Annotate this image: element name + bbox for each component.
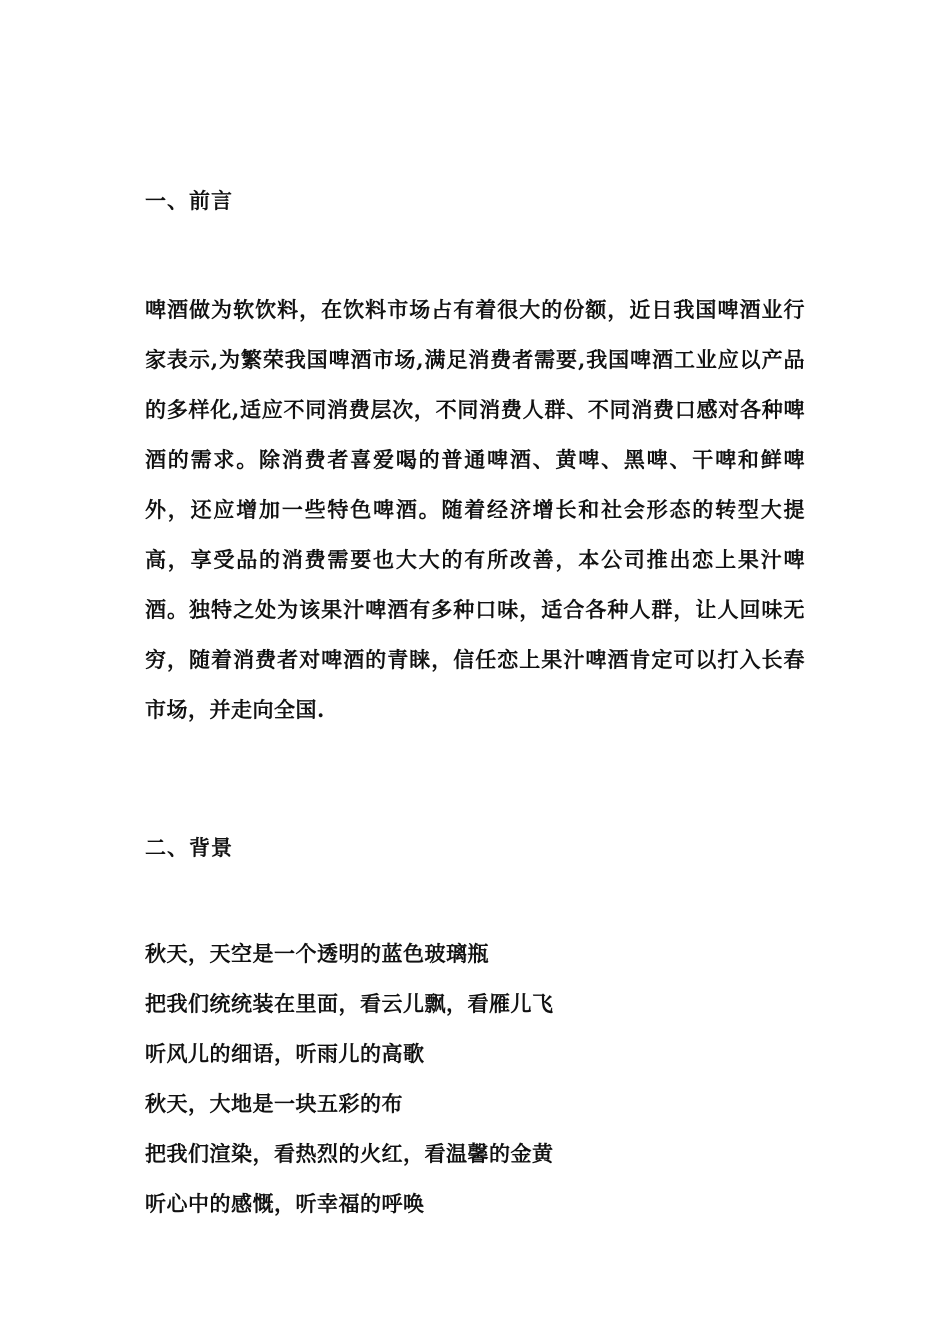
poem-line: 秋天，天空是一个透明的蓝色玻璃瓶 (145, 941, 489, 966)
poem-line: 秋天，大地是一块五彩的布 (145, 1091, 403, 1116)
background-poem (145, 929, 554, 1229)
poem-line: 听风儿的细语，听雨儿的高歌 (145, 1041, 425, 1066)
poem-line: 听心中的感慨，听幸福的呼唤 (145, 1191, 425, 1216)
section-heading-preface: 一、前言 (145, 188, 233, 213)
preface-paragraph: 啤酒做为软饮料，在饮料市场占有着很大的份额，近日我国啤酒业行家表示,为繁荣我国啤酒市场,满足消费者需要,我国啤酒工业应以产品的多样化,适应不同消费层次，不同消费人群、不同消费口感对各种啤酒的需求。除消费者喜爱喝的普通啤酒、黄啤、黑啤、干啤和鲜啤外，还应增加一些特色啤酒。随着经济增长和社会形态的转型大提高，享受品的消费需要也大大的有所改善，本公司推出恋上果汁啤酒。独特之处为该果汁啤酒有多种口味，适合各种人群，让人回味无穷，随着消费者对啤酒的青睐，信任恋上果汁啤酒肯定可以打入长春市场，并走向全国. (145, 297, 805, 722)
poem-line: 把我们统统装在里面，看云儿飘，看雁儿飞 (145, 991, 554, 1016)
poem-line: 把我们渲染，看热烈的火红，看温馨的金黄 (145, 1141, 554, 1166)
section-heading-background: 二、背景 (145, 835, 233, 860)
